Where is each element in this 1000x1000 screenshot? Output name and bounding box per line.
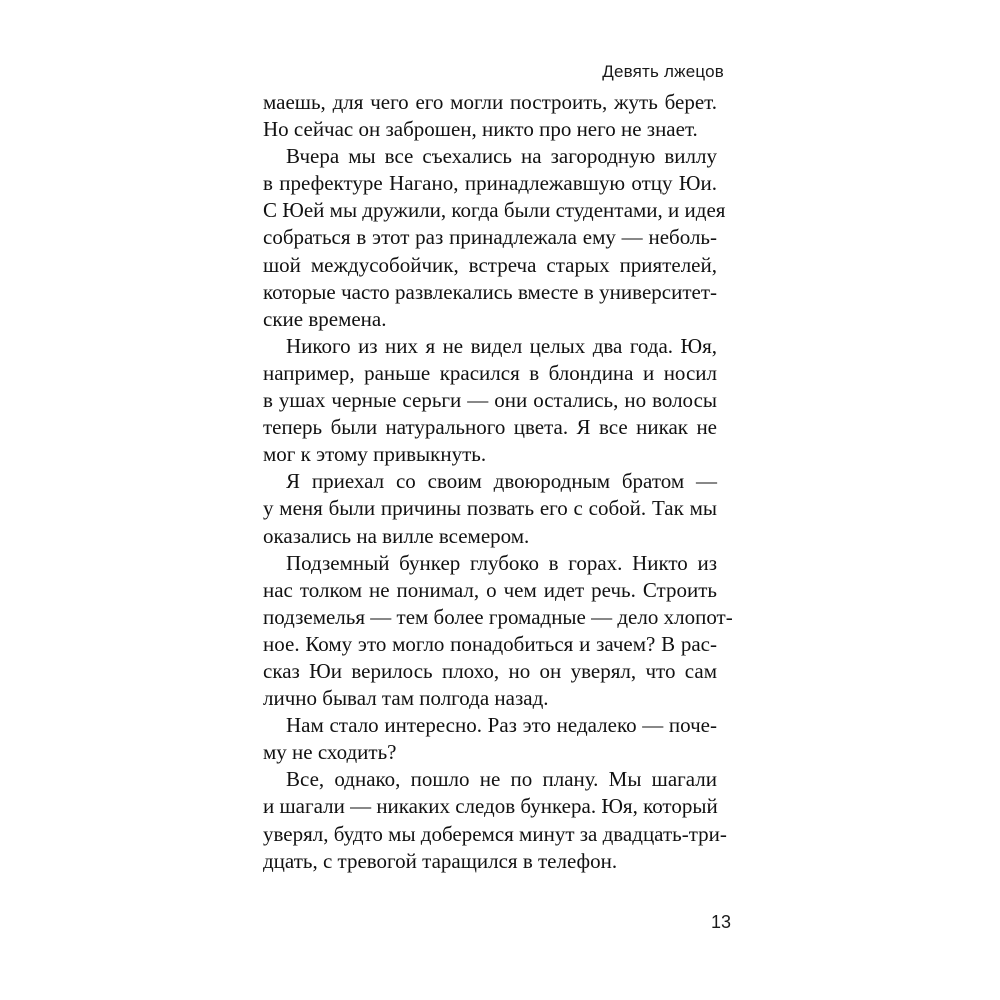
text-line: мог к этому привыкнуть. [263, 442, 487, 467]
text-line: Вчера мы все съехались на загородную виллу [286, 144, 717, 169]
text-line: лично бывал там полгода назад. [263, 686, 549, 711]
text-line: дцать, с тревогой таращился в телефон. [263, 848, 618, 873]
text-line: сказ Юи верилось плохо, но он уверял, что сам [263, 658, 717, 683]
text-line: подземелья — тем более громадные — дело хлопот- [263, 604, 733, 629]
text-line: нас толком не понимал, о чем идет речь. Строить [263, 577, 717, 602]
text-line: у меня были причины позвать его с собой. Так мы [263, 496, 717, 521]
text-line: Нам стало интересно. Раз это недалеко — поче- [286, 713, 717, 738]
text-line: собраться в этот раз принадлежала ему — неболь- [263, 225, 717, 250]
text-line: уверял, будто мы доберемся минут за двадцать-три- [263, 821, 727, 846]
text-line: С Юей мы дружили, когда были студентами, и идея [263, 198, 726, 223]
text-line: и шагали — никаких следов бункера. Юя, который [263, 794, 718, 819]
text-line: теперь были натурального цвета. Я все никак не [263, 415, 717, 440]
text-line: Никого из них я не видел целых два года. Юя, [286, 333, 717, 358]
text-line: оказались на вилле всемером. [263, 523, 530, 548]
text-line: Подземный бункер глубоко в горах. Никто из [286, 550, 717, 575]
running-header-title: Девять лжецов [602, 62, 724, 81]
text-line: му не сходить? [263, 740, 397, 765]
text-line: шой междусобойчик, встреча старых приятелей, [263, 252, 717, 277]
text-line: которые часто развлекались вместе в университет- [263, 279, 717, 304]
text-line: в префектуре Нагано, принадлежавшую отцу Юи. [263, 171, 717, 196]
text-line: Я приехал со своим двоюродным братом — [286, 469, 717, 494]
text-line: маешь, для чего его могли построить, жуть берет. [263, 90, 717, 114]
page-number: 13 [710, 912, 731, 932]
body-text [263, 89, 733, 875]
text-line: Все, однако, пошло не по плану. Мы шагали [286, 767, 717, 792]
text-line: ное. Кому это могло понадобиться и зачем? В рас- [263, 631, 717, 656]
text-line: например, раньше красился в блондина и носил [263, 360, 717, 385]
text-line: Но сейчас он заброшен, никто про него не знает. [263, 117, 698, 142]
text-line: в ушах черные серьги — они остались, но волосы [263, 388, 717, 413]
text-line: ские времена. [263, 306, 387, 331]
